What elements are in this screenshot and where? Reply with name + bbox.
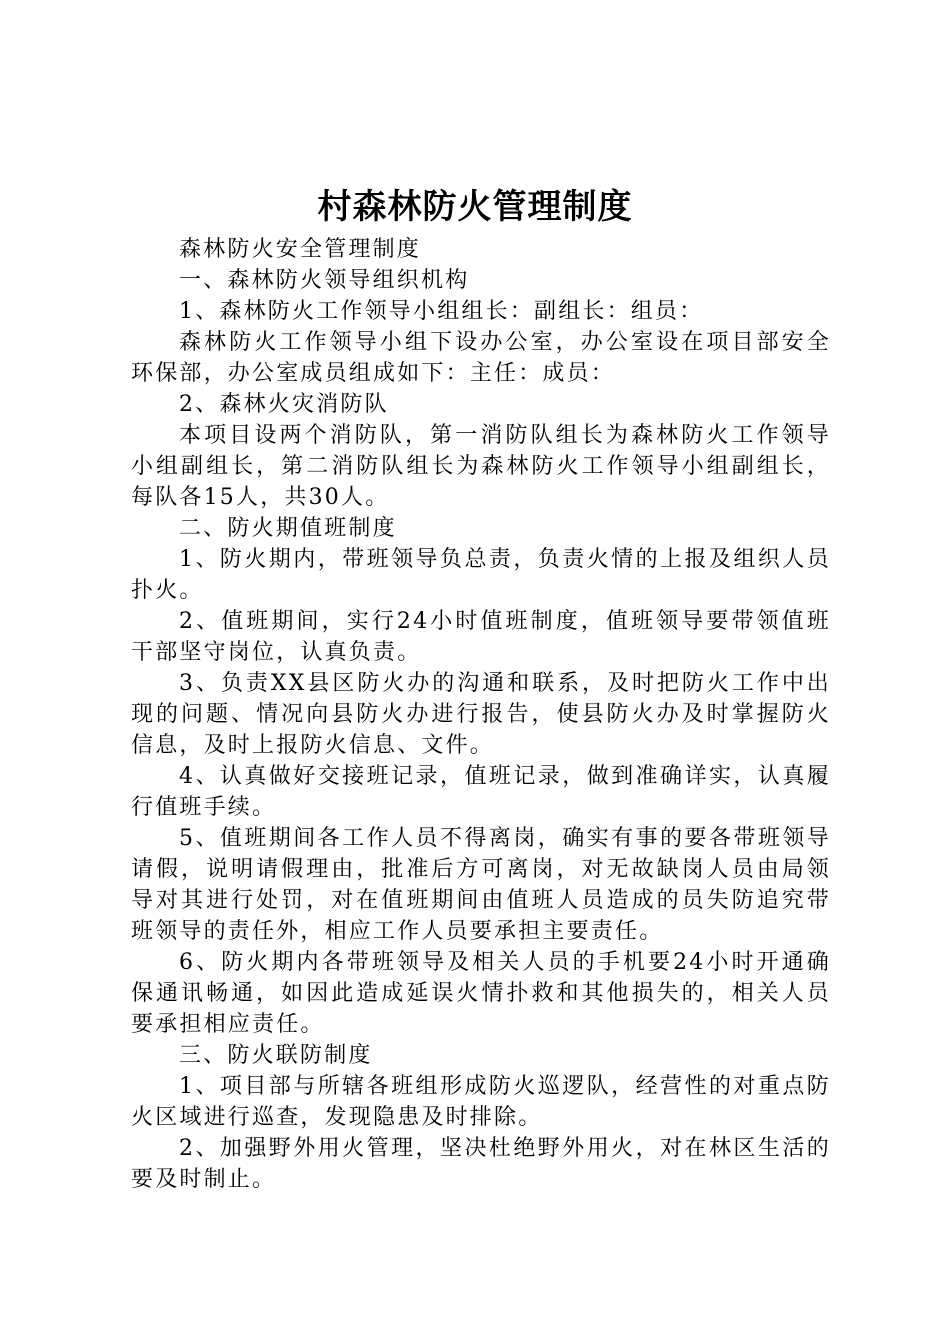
paragraph-3: 1、森林防火工作领导小组组长：副组长：组员： — [179, 299, 704, 324]
paragraph-14: 三、防火联防制度 — [179, 1043, 373, 1068]
paragraph-8: 1、防火期内，带班领导负总责，负责火情的上报及组织人员扑火。 — [131, 547, 831, 603]
paragraph-4: 森林防火工作领导小组下设办公室，办公室设在项目部安全环保部，办公室成员组成如下：主任：成员： — [131, 330, 831, 386]
document-body — [131, 234, 831, 1195]
paragraph-9: 2、值班期间，实行24小时值班制度，值班领导要带领值班干部坚守岗位，认真负责。 — [131, 609, 831, 665]
paragraph-10: 3、负责XX县区防火办的沟通和联系，及时把防火工作中出现的问题、情况向县防火办进行报告，使县防火办及时掌握防火信息，及时上报防火信息、文件。 — [131, 671, 831, 758]
paragraph-12: 5、值班期间各工作人员不得离岗，确实有事的要各带班领导请假，说明请假理由，批准后方可离岗，对无故缺岗人员由局领导对其进行处罚，对在值班期间由值班人员造成的员失防追究带班领导的责任外，相应工作人员要承担主要责任。 — [131, 826, 831, 944]
paragraph-6: 本项目设两个消防队，第一消防队组长为森林防火工作领导小组副组长，第二消防队组长为森林防火工作领导小组副组长，每队各15人，共30人。 — [131, 423, 831, 510]
document-title: 村森林防火管理制度 — [317, 187, 633, 227]
paragraph-7: 二、防火期值班制度 — [179, 516, 397, 541]
paragraph-13: 6、防火期内各带班领导及相关人员的手机要24小时开通确保通讯畅通，如因此造成延误火情扑救和其他损失的，相关人员要承担相应责任。 — [131, 950, 831, 1037]
paragraph-15: 1、项目部与所辖各班组形成防火巡逻队，经营性的对重点防火区域进行巡查，发现隐患及时排除。 — [131, 1074, 831, 1130]
paragraph-5: 2、森林火灾消防队 — [179, 392, 389, 417]
paragraph-16: 2、加强野外用火管理，坚决杜绝野外用火，对在林区生活的要及时制止。 — [131, 1136, 831, 1192]
paragraph-11: 4、认真做好交接班记录，值班记录，做到准确详实，认真履行值班手续。 — [131, 764, 831, 820]
paragraph-2: 一、森林防火领导组织机构 — [179, 268, 470, 293]
paragraph-1: 森林防火安全管理制度 — [179, 237, 422, 262]
